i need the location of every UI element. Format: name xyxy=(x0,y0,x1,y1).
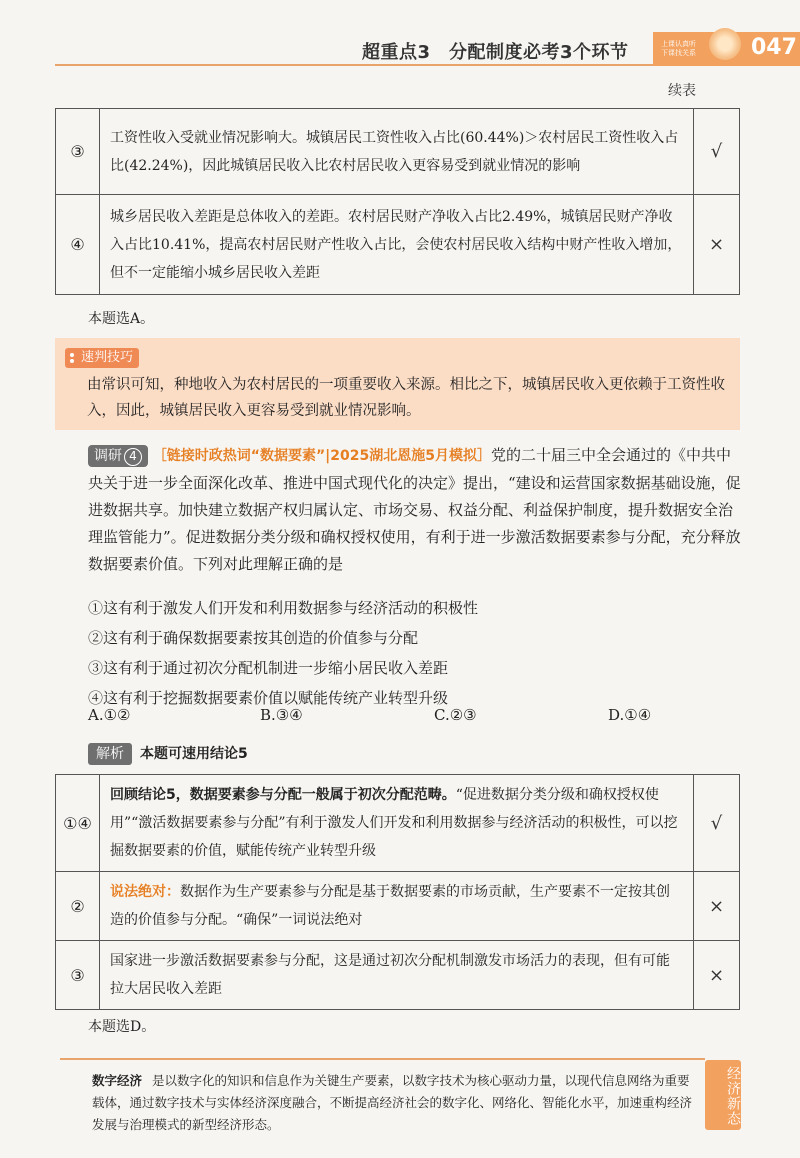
question-stem xyxy=(88,442,743,578)
statement-list xyxy=(88,593,478,713)
answer-conclusion: 本题选D。 xyxy=(88,1019,156,1035)
analysis-intro: 本题可速用结论5 xyxy=(140,746,248,762)
row-lead: 说法绝对： xyxy=(110,884,180,900)
flower-icon xyxy=(709,28,741,60)
statement-item: ④这有利于挖掘数据要素价值以赋能传统产业转型升级 xyxy=(88,689,449,707)
statement-item: ②这有利于确保数据要素按其创造的价值参与分配 xyxy=(88,629,419,647)
page-number: 047 xyxy=(751,35,797,60)
wrong-mark: × xyxy=(694,872,740,941)
page-header xyxy=(0,0,800,62)
question-tag xyxy=(88,445,148,467)
correct-mark: √ xyxy=(694,775,740,872)
header-motto: 上课认真听 下课找关系 xyxy=(661,40,696,57)
row-text xyxy=(100,941,694,1010)
question-number: 4 xyxy=(124,448,142,466)
table-row xyxy=(56,941,740,1010)
row-number: ③ xyxy=(56,941,100,1010)
quick-tip-label-text: 速判技巧 xyxy=(81,350,134,365)
wrong-mark: × xyxy=(694,941,740,1010)
footer-definition xyxy=(92,1070,702,1136)
analysis-heading xyxy=(88,743,248,765)
question-source: ［链接时政热词“数据要素”|2025湖北恩施5月模拟］ xyxy=(152,448,492,464)
question-tag-text: 调研 xyxy=(94,448,122,464)
header-divider xyxy=(55,64,653,66)
choice-c: C.②③ xyxy=(434,706,477,724)
footer-badge: 经济新态 xyxy=(705,1060,741,1130)
analysis-tag: 解析 xyxy=(88,743,132,765)
row-number: ④ xyxy=(56,195,100,295)
footer-term: 数字经济 xyxy=(92,1073,143,1088)
answer-conclusion: 本题选A。 xyxy=(88,311,155,327)
statement-item: ①这有利于激发人们开发和利用数据参与经济活动的积极性 xyxy=(88,599,479,617)
quick-tip-text: 由常识可知，种地收入为农村居民的一项重要收入来源。相比之下，城镇居民收入更依赖于工资性收入，因此，城镇居民收入更容易受到就业情况影响。 xyxy=(87,377,725,419)
page-badge xyxy=(653,32,800,66)
statement-item: ③这有利于通过初次分配机制进一步缩小居民收入差距 xyxy=(88,659,449,677)
quick-tip-box xyxy=(55,338,740,430)
table-row xyxy=(56,195,740,295)
continued-label: 续表 xyxy=(668,83,696,99)
wrong-mark: × xyxy=(694,195,740,295)
analysis-table xyxy=(55,774,740,1010)
choice-d: D.①④ xyxy=(608,706,652,724)
row-text xyxy=(100,775,694,872)
row-number: ② xyxy=(56,872,100,941)
row-text: 城乡居民收入差距是总体收入的差距。农村居民财产净收入占比2.49%，城镇居民财产净收入占比10.41%，提高农村居民财产性收入占比，会使农村居民收入结构中财产性收入增加，但不一定能缩小城乡居民收入差距 xyxy=(100,195,694,295)
table-row xyxy=(56,109,740,195)
section-title: 超重点3 分配制度必考3个环节 xyxy=(362,42,629,63)
question-text: 党的二十届三中全会通过的《中共中央关于进一步全面深化改革、推进中国式现代化的决定》提出，“建设和运营国家数据基础设施，促进数据共享。加快建立数据产权归属认定、市场交易、权益分配、利益保护制度，提升数据安全治理监管能力”。促进数据分类分级和确权授权使用，有利于进一步激活数据要素参与分配，充分释放数据要素价值。下列对此理解正确的是 xyxy=(88,446,741,573)
choice-b: B.③④ xyxy=(260,706,303,724)
analysis-table-continued xyxy=(55,108,740,295)
row-body: 国家进一步激活数据要素参与分配，这是通过初次分配机制激发市场活力的表现，但有可能拉大居民收入差距 xyxy=(110,953,670,997)
row-number: ③ xyxy=(56,109,100,195)
row-text xyxy=(100,872,694,941)
row-body: “促进数据分类分级和确权授权使用”“激活数据要素参与分配”有利于激发人们开发和利用数据参与经济活动的积极性，可以挖掘数据要素的价值，赋能传统产业转型升级 xyxy=(110,787,678,859)
correct-mark: √ xyxy=(694,109,740,195)
row-lead: 回顾结论5，数据要素参与分配一般属于初次分配范畴。 xyxy=(110,787,456,803)
dots-icon xyxy=(70,353,74,357)
row-text: 工资性收入受就业情况影响大。城镇居民工资性收入占比(60.44%)＞农村居民工资性收入占比(42.24%)，因此城镇居民收入比农村居民收入更容易受到就业情况的影响 xyxy=(100,109,694,195)
choice-a: A.①② xyxy=(88,706,131,724)
row-number: ①④ xyxy=(56,775,100,872)
table-row xyxy=(56,872,740,941)
row-body: 数据作为生产要素参与分配是基于数据要素的市场贡献，生产要素不一定按其创造的价值参与分配。“确保”一词说法绝对 xyxy=(110,884,670,928)
footer-definition-text: 是以数字化的知识和信息作为关键生产要素，以数字技术为核心驱动力量，以现代信息网络为重要载体，通过数字技术与实体经济深度融合，不断提高经济社会的数字化、网络化、智能化水平，加速重构经济发展与治理模式的新型经济形态。 xyxy=(92,1073,693,1132)
footer-divider xyxy=(60,1058,705,1060)
table-row xyxy=(56,775,740,872)
quick-tip-label xyxy=(65,348,139,368)
